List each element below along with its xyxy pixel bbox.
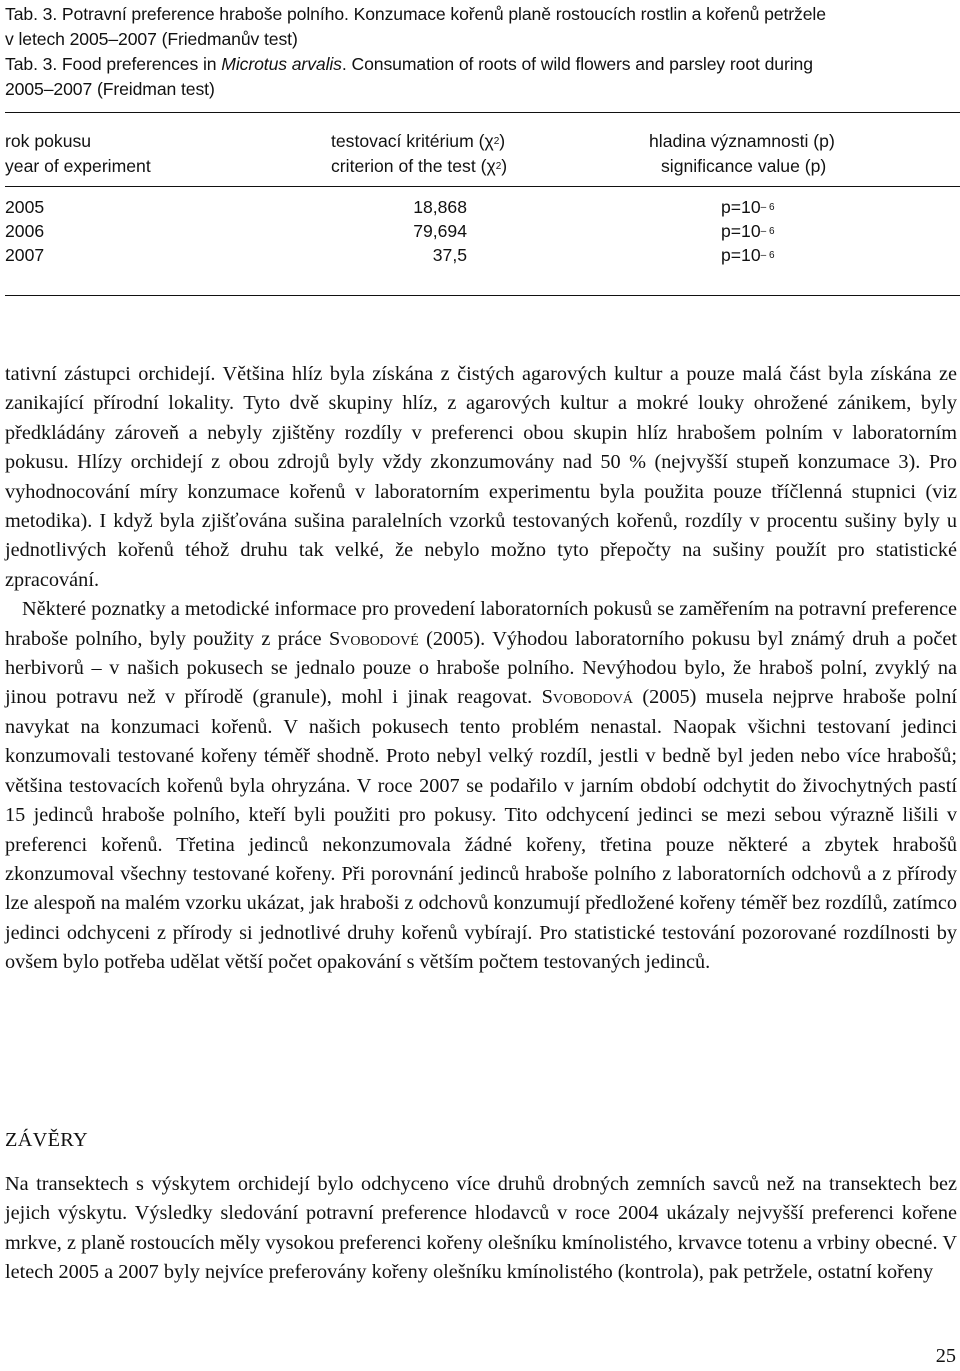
cell-chi2: 79,694 bbox=[413, 221, 467, 241]
p2-part-c: (2005) musela nejprve hraboše polní navykat na konzumaci kořenů. V našich pokusech tento problém nenastal. Naopak všichni testovaní jedinci konzumovali testované kořeny téměř shodně. Proto nebyl velký rozdíl, jestli v bedně byl jeden nebo více hrabošů; většina testovacích kořenů byla ohryzána. V roce 2007 se podařilo v jarním období odchytit do živochytných pastí 15 jedinců hraboše polního, kteří byli použiti pro pokusy. Tito odchycení jedinci se mezi sebou výrazně lišili v preferenci kořenů. Třetina jedinců nekonzumovala žádné kořeny, třetina pouze některé a zbytek hrabošů zkonzumoval všechny testované kořeny. Při porovnání jedinců hraboše polního z laboratorních odchovů a z přírody lze alespoň na malém vzorku ukázat, jak hraboši z odchovů konzumují předložené kořeny téměř bez rozdílů, zatímco jedinci odchyceni z přírody si jednotlivé druhy kořenů vybírají. Pro statistické testování pozorované rozdílnosti by ovšem bylo potřeba udělat větší počet opakování s větším počtem testovaných jedinců. bbox=[5, 686, 957, 974]
table-row bbox=[5, 242, 960, 268]
body-paragraph-2 bbox=[5, 595, 957, 977]
cell-year: 2007 bbox=[5, 245, 45, 265]
header-en-criterion-sup: 2 bbox=[495, 161, 502, 172]
caption-en-species: Microtus arvalis bbox=[221, 54, 342, 74]
table-header-cz bbox=[5, 128, 960, 154]
table-row bbox=[5, 194, 960, 220]
header-cz-year: rok pokusu bbox=[5, 131, 92, 151]
caption-en-line-1 bbox=[5, 52, 960, 77]
caption-en-prefix: Tab. 3. Food preferences in bbox=[5, 54, 222, 74]
table-top-rule bbox=[5, 112, 960, 113]
header-cz-criterion-sup: 2 bbox=[493, 136, 500, 147]
p2-part-b: (2005). Výhodou laboratorního pokusu byl známý druh a počet herbivorů – v našich pokusech se jednalo pouze o hraboše polního. Nevýhodou bylo, že hraboš polní, zvyklý na jinou potravu než v přírodě (granule), mohl i jinak reagovat. bbox=[5, 627, 957, 709]
cell-p bbox=[721, 194, 775, 220]
caption-cz-line-1: Tab. 3. Potravní preference hraboše polního. Konzumace kořenů planě rostoucích rostlin a kořenů petržele bbox=[5, 4, 826, 24]
table-header-en bbox=[5, 153, 960, 179]
header-cz-criterion-text: testovací kritérium (χ bbox=[331, 131, 494, 151]
header-en-criterion bbox=[331, 153, 507, 179]
caption-cz-line-2: v letech 2005–2007 (Friedmanův test) bbox=[5, 29, 298, 49]
table-row bbox=[5, 218, 960, 244]
header-cz-criterion-end: ) bbox=[499, 131, 506, 151]
header-cz-criterion bbox=[331, 128, 505, 154]
cell-p-exp: – 6 bbox=[760, 202, 775, 213]
caption-en-line-2: 2005–2007 (Freidman test) bbox=[5, 79, 215, 99]
cell-chi2: 18,868 bbox=[413, 197, 467, 217]
p2-part-a: Některé poznatky a metodické informace pro provedení laboratorních pokusů se zaměřením na potravní preference hraboše polního, byly použity z práce bbox=[5, 598, 957, 650]
author-citation: Svobodové bbox=[328, 627, 419, 650]
body-text bbox=[5, 360, 957, 978]
cell-p-base: p=10 bbox=[721, 197, 761, 217]
cell-p bbox=[721, 218, 775, 244]
cell-year: 2005 bbox=[5, 197, 45, 217]
cell-p-exp: – 6 bbox=[760, 250, 775, 261]
table-caption bbox=[5, 2, 960, 102]
table-bottom-rule bbox=[5, 295, 960, 296]
cell-p-exp: – 6 bbox=[760, 226, 775, 237]
header-en-significance: significance value (p) bbox=[661, 156, 827, 176]
header-cz-significance: hladina významnosti (p) bbox=[649, 131, 835, 151]
table-header-rule bbox=[5, 186, 960, 187]
caption-en-suffix: . Consumation of roots of wild flowers and parsley root during bbox=[341, 54, 813, 74]
cell-p-base: p=10 bbox=[721, 221, 761, 241]
cell-p bbox=[721, 242, 775, 268]
conclusions-text bbox=[5, 1170, 957, 1288]
header-en-criterion-end: ) bbox=[501, 156, 508, 176]
header-en-year: year of experiment bbox=[5, 156, 151, 176]
header-en-criterion-text: criterion of the test (χ bbox=[331, 156, 496, 176]
page-number: 25 bbox=[935, 1345, 956, 1367]
cell-p-base: p=10 bbox=[721, 245, 761, 265]
cell-chi2: 37,5 bbox=[432, 245, 467, 265]
author-citation: Svobodová bbox=[541, 686, 633, 709]
section-heading: ZÁVĚRY bbox=[5, 1129, 88, 1151]
body-paragraph-1: tativní zástupci orchidejí. Většina hlíz byla získána z čistých agarových kultur a pouze malá část byla získána ze zanikající přírodní lokality. Tyto dvě skupiny hlíz, z agarových kultur a mokré louky ohrožené zánikem, byly předkládány zároveň a nebyly zjištěny rozdíly v preferenci obou skupin hlíz hrabošem polním v laboratorním pokusu. Hlízy orchidejí z obou zdrojů byly vždy zkonzumovány nad 50 % (nejvyšší stupeň konzumace 3). Pro vyhodnocování míry konzumace kořenů v laboratorním experimentu byla použita pouze tříčlenná stupnici (viz metodika). I když byla zjišťována sušina paralelních vzorků testovaných kořenů, rozdíly v procentu sušiny byly u jednotlivých kořenů téhož druhu tak velké, že nebylo možno tyto přepočty na sušiny použít pro statistické zpracování. bbox=[5, 363, 957, 591]
conclusions-paragraph: Na transektech s výskytem orchidejí bylo odchyceno více druhů drobných zemních savců než na transektech bez jejich výskytu. Výsledky sledování potravní preference hlodavců v roce 2004 ukázaly nejvyšší preferenci kořene mrkve, z planě rostoucích měly vysokou preferenci kořeny olešníku kmínolistého, krvavce totenu a vrbiny obecné. V letech 2005 a 2007 byly nejvíce preferovány kořeny olešníku kmínolistého (kontrola), pak petržele, ostatní kořeny bbox=[5, 1173, 957, 1284]
cell-year: 2006 bbox=[5, 221, 45, 241]
